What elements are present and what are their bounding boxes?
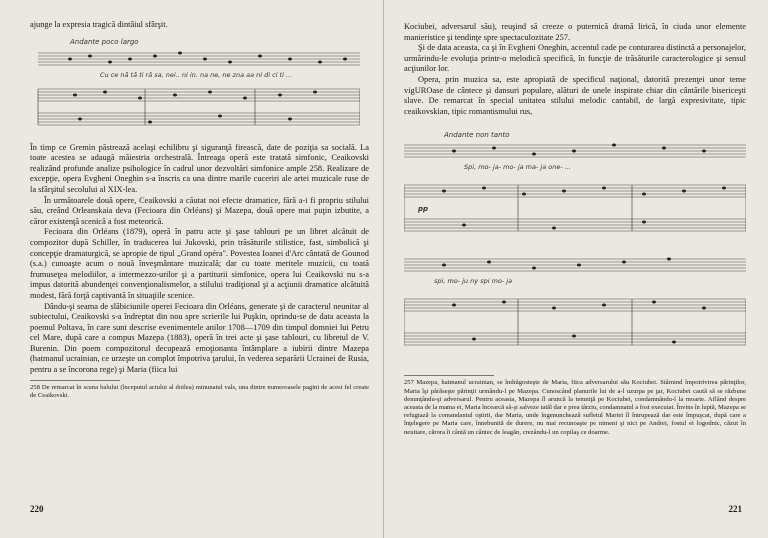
left-footnote: 258 De remarcat în scena balului (începutul actului al doilea) minunatul vals, una dintre numeroasele pagini de acest fel create de Ceaikovski. [30,383,369,399]
right-staff-1-piano-bottom [404,219,746,231]
right-score-notes [442,144,726,344]
right-paragraph-1: Kociubei, adversarul său), reuşind să creeze o puternică dramă lirică, în ciuda unor elemente manieristice şi tendinţe spre spectaculozitate 257. [404,22,746,42]
left-paragraph-4: Dându-şi seama de slăbiciunile operei Fecioara din Orléans, generate şi de caracterul neunitar al subiectului, Ceaikovski s-a îndreptat din nou spre scrierile lui Puşkin, oprindu-se de data aceasta la poemul Poltava, în care sunt descrise evenimentele anilor 1708—1709 din timpul domniei lui Petru cel Mare, după care a compus Mazepa (1883), operă în trei acte şi şase tablouri, cu libretul de V. Burenin. Din poem compozitorul decupează emoţionanta întâmplare a iubirii dintre Mazepa (hatmanul ucrainian, ce urzeşte un complot împotriva ţarului, în vederea separării Ucrainei de Rusia, pentru a se încorona rege) şi Maria (fiica lui [30,301,369,375]
right-paragraph-2: Şi de data aceasta, ca şi în Evgheni Oneghin, accentul cade pe conturarea distinctă a personajelor, urmărindu-le evoluţia printr-o melodică specifică, în funcţie de trăsăturile caracterologice şi sensul acţiunilor lor. [404,43,746,74]
left-score-tempo: Andante poco largo [70,37,139,46]
left-paragraph-1: În timp ce Gremin păstrează acelaşi echilibru şi siguranţă firească, date de poziţia sa socială. La toate acestea se adaugă măiestria orchestrală. Întreaga operă este tratată simfonic, Ceaikovski realizând profunde analize psihologice în cadrul unor dezvoltări simfonice ample 258. Realizare de excepţie, opera Evgheni Oneghin s-a înscris ca una dintre marile cuceriri ale artei muzicale ruse de la sfârşitul secolului al XIX-lea. [30,142,369,194]
right-score-lyrics-2: spi, mo- ju ny spi mo- ja [434,277,513,286]
left-staff-voice [38,53,360,65]
left-score-notes [68,51,347,123]
right-staff-2-voice [404,259,746,271]
left-score-svg [30,35,360,139]
left-top-line: ajunge la expresia tragică dintâiul sfârşit. [30,20,168,29]
right-score-lyrics-1: Spi, mo- ja- mo- ja ma- ja one- ... [464,163,571,172]
left-staff-piano-bottom [38,113,360,125]
left-page-number: 220 [30,504,44,514]
right-footnote-rule [404,375,494,376]
left-paragraph-2: În următoarele două opere, Ceaikovski a căutat noi efecte dramatice, fără a-i fi propriu stilului său, creând Orleanskaia deva (Fecioara din Orléans) şi Mazepa, două opere mai puţin izbutite, a căror existenţă scenică a fost meteorică. [30,195,369,226]
left-footnote-rule [30,380,120,381]
right-score-tempo: Andante non tanto [444,131,510,140]
right-paragraph-3: Opera, prin muzica sa, este apropiată de specificul naţional, datorită prezenţei unor teme vigUROase de cântece şi dansuri populare, alături de unele inspirate chiar din cântările bisericeşti slave. De remarcat în special unitatea stilului melodic cantabil, de largă expresivitate, tipic ceaikovskian, tipic romantismului rus, [404,74,746,116]
right-footnote: 257 Mazepa, hatmanul ucrainian, se îndrăgosteşte de Maria, fiica adversarului său Kociubei. Stârnind împotrivirea părinţilor, Maria îşi părăseşte părinţii urmându-l pe Mazepa. Cunoscând planurile lui de a-l uzurpa pe ţar, Kociubei caută să se răzbune denunţându-şi adversarul. Pentru aceasta, Mazepa îl aruncă la temniţă pe Kociubei, condamnându-l la moarte. Aflând despre aceasta de la mama ei, Maria încearcă să-şi salveze tatăl dar e prea târziu, condamnatul a fost executat. Învins în luptă, Mazepa se refugiază la comandantul oştirii, dar Maria, unde îngenunchează sufletul Mariei îl întrupează dar este împuşcat, după care a înţelegere pe Maria care, înnebunită de durere, nu mai recunoaşte pe nimeni şi nici pe Andrei, fostul ei logodnic, căzut în neuitare, cărora îi cântă un cântec de leagăn, crezându-l un copilaş ce doarme. [404,379,746,436]
right-score-svg [404,127,746,371]
left-score-lyrics: Cu ce nă tă ti ră sa, nei.. ni in. na ne, ne zna aa ni di ci ti ... [100,70,293,79]
left-paragraph-3: Fecioara din Orléans (1879), operă în patru acte şi şase tablouri pe un libret alcătuit de compozitor după Schiller, în traducerea lui Jukovski, prin trăsăturile stilistice, fast, simbolică şi concepţie dramaturgică, se apropie de tipul „Grand opéra". Povestea Ioanei d'Arc cântată de Gounod (s.a.) cunoaşte acum o nouă înveşmântare muzicală; dar cu toate meritele muzicii, cu toată frumuseţea melodiilor, a intermezzo-urilor şi a partiturii simfonice, opera lui Ceaikovski nu s-a impus datorită abundenţei convenţionalismelor, a stilului tradiţional şi a acţiunii dramatice alcătuită modest, fără forţă captivantă în situaţiile scenice. [30,227,369,300]
right-staff-1-piano-top [404,185,746,197]
left-music-score [30,35,369,139]
right-score-dynamic: pp [418,205,429,214]
right-page [384,0,768,538]
right-music-score [404,127,746,371]
left-staff-piano-top [38,89,360,101]
left-score-barlines [38,89,360,125]
right-page-number: 221 [728,504,742,514]
